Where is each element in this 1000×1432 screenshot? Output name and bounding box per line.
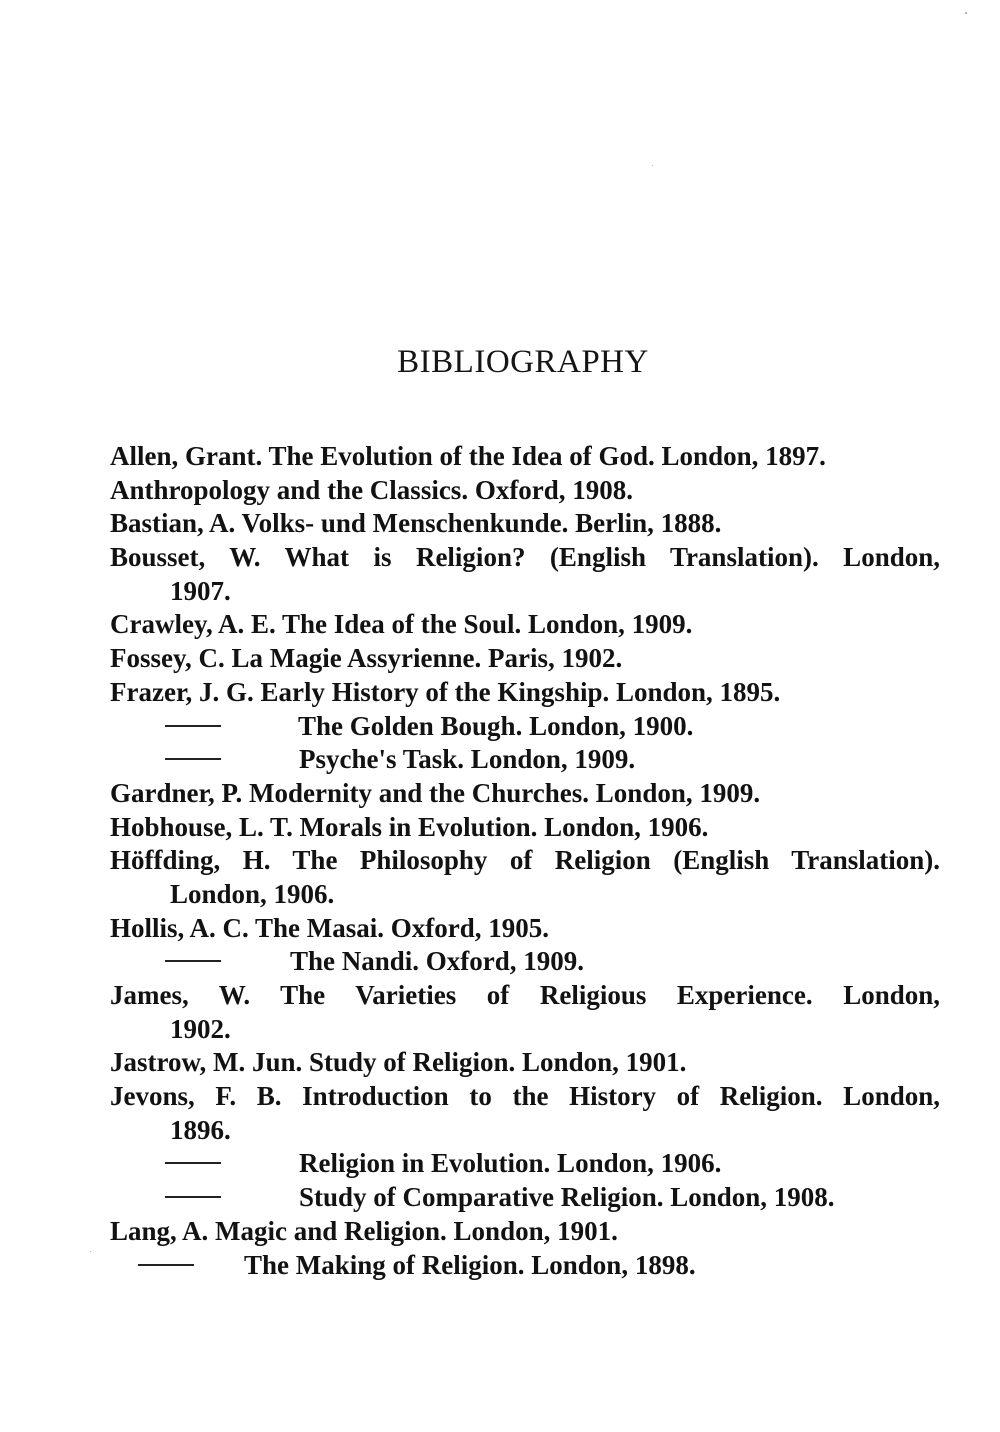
bib-entry-jevons-cont: 1896. [170, 1114, 231, 1145]
bib-entry-frazer-3 [110, 743, 940, 777]
bib-entry-hoffding: Höffding, H. The Philosophy of Religion (English Translation). [110, 845, 940, 876]
bib-entry-bousset: Bousset, W. What is Religion? (English Translation). London, [110, 542, 940, 573]
bib-entry-jevons: Jevons, F. B. Introduction to the History of Religion. London, [110, 1081, 940, 1112]
bib-entry-text: Religion in Evolution. London, 1906. [299, 1148, 722, 1179]
bib-entry-james: James, W. The Varieties of Religious Experience. London, [110, 980, 940, 1010]
bib-entry-text: The Making of Religion. London, 1898. [244, 1249, 696, 1280]
bib-entry-jevons-2 [110, 1147, 940, 1181]
bib-entry-lang-2 [110, 1249, 940, 1283]
bib-entry-text: The Golden Bough. London, 1900. [298, 710, 694, 741]
bib-entry-text: Study of Comparative Religion. London, 1908. [299, 1182, 835, 1213]
bib-entry-bousset-cont: 1907. [170, 575, 231, 606]
bib-entry-fossey: Fossey, C. La Magie Assyrienne. Paris, 1902. [110, 643, 623, 674]
scan-speck [652, 165, 653, 166]
bib-entry-lang: Lang, A. Magic and Religion. London, 1901. [110, 1215, 618, 1246]
bib-entry-jastrow: Jastrow, M. Jun. Study of Religion. London, 1901. [110, 1047, 687, 1078]
bib-entry-crawley: Crawley, A. E. The Idea of the Soul. London, 1909. [110, 609, 693, 640]
ditto-dash [165, 1196, 221, 1198]
bib-entry-bastian: Bastian, A. Volks- und Menschenkunde. Berlin, 1888. [110, 508, 722, 539]
bib-entry-gardner: Gardner, P. Modernity and the Churches. London, 1909. [110, 777, 761, 808]
ditto-dash [165, 758, 221, 760]
bib-entry-frazer: Frazer, J. G. Early History of the Kingship. London, 1895. [110, 676, 781, 707]
bib-entry-jevons-3 [110, 1181, 940, 1215]
bib-entry-text: The Nandi. Oxford, 1909. [290, 946, 585, 977]
ditto-dash [165, 960, 221, 962]
bib-entry-frazer-2 [110, 710, 940, 744]
ditto-dash [165, 1162, 221, 1164]
bib-entry-text: Psyche's Task. London, 1909. [299, 744, 636, 775]
bib-entry-allen: Allen, Grant. The Evolution of the Idea of God. London, 1897. [110, 441, 826, 471]
bibliography-list [110, 440, 940, 1282]
bib-entry-james-cont: 1902. [170, 1013, 231, 1044]
page-title: BIBLIOGRAPHY [397, 344, 649, 380]
scan-speck [90, 1251, 91, 1252]
scan-speck [965, 12, 967, 14]
ditto-dash [138, 1264, 194, 1266]
bib-entry-hollis: Hollis, A. C. The Masai. Oxford, 1905. [110, 912, 550, 943]
bib-entry-hoffding-cont: London, 1906. [170, 878, 335, 909]
ditto-dash [165, 725, 221, 727]
bib-entry-hobhouse: Hobhouse, L. T. Morals in Evolution. London, 1906. [110, 811, 709, 842]
bib-entry-hollis-2 [110, 945, 940, 979]
bib-entry-anthropology: Anthropology and the Classics. Oxford, 1908. [110, 474, 634, 505]
